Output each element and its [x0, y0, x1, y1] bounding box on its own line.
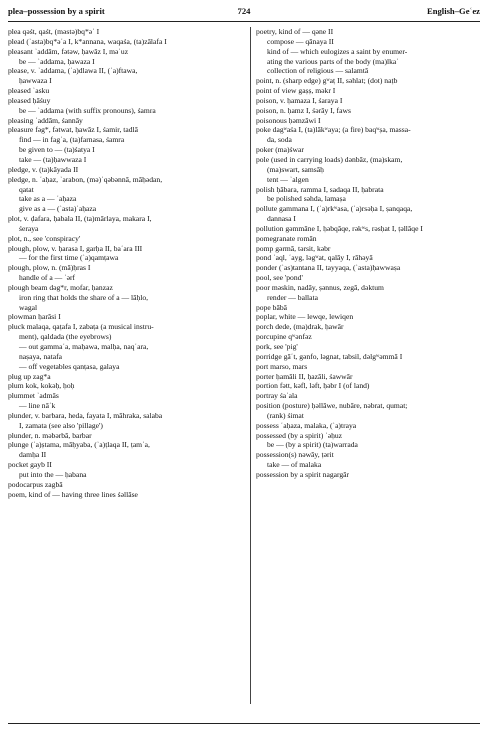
- entry-line: (rank) śimat: [267, 410, 304, 420]
- entry-line: find — in fagʿa, (ta)farnasa, śamra: [19, 135, 125, 145]
- left-column: [8, 27, 245, 500]
- entry-line: pond ʾaql, ʿayg, lǝgʷat, qalāy I, rāhǝyā: [256, 253, 373, 263]
- entry-line: pool, see 'pond': [256, 273, 303, 283]
- entry-line: poem, kind of — having three lines śǝllāse: [8, 489, 138, 499]
- entry-line: porch dede, (ma)drak, ḥawār: [256, 322, 344, 332]
- entry-line: tent — ʾalgen: [267, 174, 309, 184]
- entry-line: damḥa II: [19, 450, 47, 460]
- entry-line: pollution gǝmmāne I, ḥǝbqāqe, rǝkʷs, rǝsḥat I, ṭǝllāqe I: [256, 223, 423, 233]
- entry-line: poke dagʷaśa I, (ta)lākʷaya; (a fire) baqʷṣa, massa-: [256, 125, 411, 135]
- entry-line: possessed (by a spirit) ʾǝḥuz: [256, 430, 343, 440]
- entry-line: be — ʾaddama (with suffix pronouns), śamra: [19, 105, 156, 115]
- entry-line: point of view gaṣṣ, mǝkr I: [256, 86, 336, 96]
- entry-line: plunder, n. mǝbǝrbā, barbar: [8, 430, 92, 440]
- entry-line: plum kok, kokǝḥ, ḥoḥ: [8, 381, 75, 391]
- entry-line: be given to — (ta)śatya I: [19, 145, 95, 155]
- entry-line: be — ʾaddama, ḥawaza I: [19, 56, 95, 66]
- entry-line: be — (by a spirit) (ta)warrada: [267, 440, 358, 450]
- entry-line: naṣaya, natafa: [19, 351, 63, 361]
- entry-line: pleased ḥāśuy: [8, 95, 51, 105]
- column-divider: [250, 27, 251, 704]
- entry-line: porcupine qʷǝnfǝz: [256, 332, 312, 342]
- entry-line: podocarpus zagbā: [8, 479, 63, 489]
- entry-line: — line nāʿk: [19, 401, 56, 411]
- entry-line: dannasa I: [267, 214, 296, 224]
- entry-line: plot, v. ḍafara, ḥabala II, (ta)mārlaya, makara I,: [8, 214, 152, 224]
- entry-line: plough, plow, n. (mā)ḥras I: [8, 263, 91, 273]
- entry-line: ment), qaldada (the eyebrows): [19, 332, 112, 342]
- entry-line: pomp gǝrmā, tǝrsit, kǝbr: [256, 243, 331, 253]
- entry-line: ating the various parts of the body (ma)lkaʾ: [267, 56, 399, 66]
- entry-line: pleasant ʾaddām, fǝtǝw, ḥawāz I, mǝʿuz: [8, 46, 129, 56]
- page-number: 724: [237, 6, 251, 16]
- entry-line: plough beam dǝg*r, mofar, ḥanzaz: [8, 282, 113, 292]
- entry-line: pole (used in carrying loads) dǝnbāz, (ma)skam,: [256, 154, 403, 164]
- entry-line: ponder (ʾas)tantana II, tayyaqa, (ʾasta)ḥawwaṣa: [256, 263, 401, 273]
- entry-line: qatat: [19, 184, 34, 194]
- entry-line: porter ḥamāli II, ḥazāli, śawwār: [256, 371, 353, 381]
- entry-line: pope bābā: [256, 302, 287, 312]
- entry-line: point, n. (sharp edge) gʷaṭ II, sǝhlat; (dot) naṭb: [256, 76, 398, 86]
- footer-rule: [8, 723, 480, 724]
- entry-line: render — ballata: [267, 292, 319, 302]
- running-header: [8, 6, 480, 20]
- entry-line: be polished sǝhda, lamaṣa: [267, 194, 346, 204]
- entry-line: pork, see 'pig': [256, 342, 298, 351]
- entry-line: poor mǝskin, nadāy, ṣǝnnus, zegā, dǝktum: [256, 282, 384, 292]
- entry-line: porridge gāʿt, gǝnfo, lǝgnat, tabsil, dǝlgʷǝmmā I: [256, 351, 403, 361]
- entry-line: poisonous ḥǝmzāwi I: [256, 115, 321, 125]
- entry-line: — out gammaʿa, maḥawa, malḥa, naqʿara,: [19, 342, 149, 351]
- entry-line: iron ring that holds the share of a — lāḥlo,: [19, 292, 149, 302]
- entry-line: plummet ʾadmās: [8, 391, 59, 401]
- entry-line: pluck malaqa, qaṭafa I, zabaṭa (a musical instru-: [8, 322, 154, 332]
- entry-line: position (posture) ḥǝllāwe, nubāre, nǝbrat, qumat;: [256, 401, 408, 411]
- entry-line: please, v. ʾaddama, (ʾa)dlawa II, (ʾa)ftawa,: [8, 66, 138, 76]
- entry-line: take as a — ʿaḥaza: [19, 194, 77, 204]
- entry-line: poker (ma)śwar: [256, 145, 304, 155]
- header-section-title: English–Geʿez: [427, 6, 480, 16]
- entry-line: ḥawwaza I: [19, 76, 52, 86]
- entry-line: handle of a — ʾǝrf: [19, 273, 76, 283]
- entry-line: give as a — (ʾasta)ʿaḥaza: [19, 204, 97, 214]
- entry-line: port marso, mars: [256, 361, 308, 371]
- entry-line: wagal: [19, 302, 38, 312]
- entry-line: possession by a spirit nagargār: [256, 469, 350, 479]
- entry-line: pollute gammana I, (ʾa)rkʷasa, (ʾa)rsǝḥa I, ṣanqaqa,: [256, 204, 413, 214]
- entry-line: plug up zag*a: [8, 371, 51, 381]
- right-column: [256, 27, 480, 480]
- entry-line: collection of religious — salamtā: [267, 66, 369, 76]
- entry-line: take — (ta)ḥawwaza I: [19, 154, 87, 164]
- entry-line: plot, n., see 'conspiracy': [8, 233, 81, 243]
- entry-line: plea qǝśt, qaśt, (mǝstǝ)bq*ǝʿ I: [8, 27, 100, 36]
- entry-line: poison, n. ḥamz I, śǝrāy I, faws: [256, 105, 351, 115]
- entry-line: pocket gayb II: [8, 460, 52, 470]
- entry-line: compose — qānaya II: [267, 36, 334, 46]
- entry-line: pledge, n. ʿaḥaz, ʾarabon, (mǝ)ʿqǝbǝnnā, māḥǝdan,: [8, 174, 163, 184]
- entry-line: plunge (ʾa)ṣtama, māḥyaba, (ʾa)ṭlaqa II, ṭamʿa,: [8, 440, 150, 450]
- entry-line: possession(s) nǝwāy, ṭǝrit: [256, 450, 334, 460]
- entry-line: portion fǝtt, kǝfl, lǝft, ḥǝbr I (of land): [256, 381, 370, 391]
- entry-line: plough, plow, v. ḥarasa I, garḥa II, baʿara III: [8, 243, 143, 253]
- header-guide-words: plea–possession by a spirit: [8, 6, 105, 16]
- entry-line: — off vegetables qanṭasa, galaya: [19, 361, 120, 371]
- entry-line: (ma)swart, samsāḥ: [267, 164, 324, 174]
- entry-line: possess ʿaḥaza, malaka, (ʾa)traya: [256, 420, 357, 430]
- entry-line: kind of — which eulogizes a saint by enumer-: [267, 46, 408, 56]
- entry-line: — for the first time (ʾa)qamṭawa: [19, 253, 119, 263]
- entry-line: pledge, v. (ta)kāyada II: [8, 164, 79, 174]
- entry-line: pleasing ʾaddām, śannāy: [8, 115, 83, 125]
- entry-line: take — of malaka: [267, 460, 322, 470]
- entry-line: poplar, white — lewqe, lewiqen: [256, 312, 354, 322]
- entry-line: plead (ʾasta)bq*ǝʿa I, k*annana, waqaśa, (ta)zālafa I: [8, 36, 167, 46]
- entry-line: poetry, kind of — qǝne II: [256, 27, 334, 36]
- entry-line: pomegranate romān: [256, 233, 317, 243]
- entry-line: portray śaʿala: [256, 391, 298, 401]
- entry-line: plowman ḥarāsi I: [8, 312, 61, 322]
- entry-line: pleasure fǝg*, fǝtwat, ḥawāz I, śamir, tadlā: [8, 125, 138, 135]
- entry-line: da, soda: [267, 135, 292, 145]
- entry-line: plunder, v. barbara, heda, fayata I, māhraka, salaba: [8, 410, 163, 420]
- header-rule: [8, 21, 480, 22]
- entry-line: śeraya: [19, 223, 39, 233]
- entry-line: I, zamata (see also 'pillage'): [19, 420, 103, 430]
- entry-line: pleased ʾasku: [8, 86, 50, 96]
- entry-line: poison, v. ḥamaza I, śaraya I: [256, 95, 343, 105]
- entry-line: put into the — ḥabana: [19, 469, 87, 479]
- entry-line: polish ḥābara, ramma I, sadaqa II, ḥabrata: [256, 184, 384, 194]
